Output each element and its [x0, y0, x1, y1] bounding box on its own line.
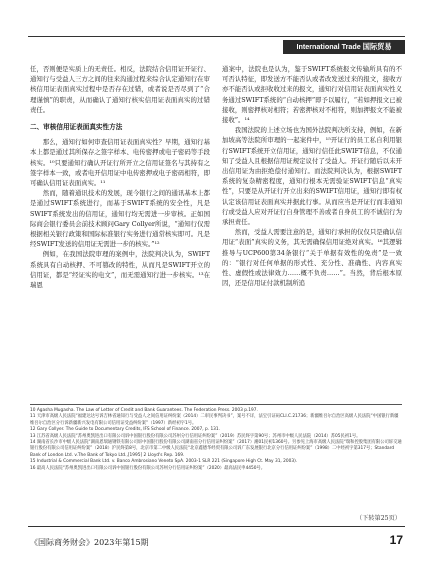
section-heading: 二、审核信用证表面真实性方法: [30, 123, 123, 132]
journal-title: 《国际商务财会》2023年第15期: [30, 538, 149, 547]
paragraph: 例如，在我国法院审理的案例中，法院判决认为，SWIFT系统具有自动核押、不可篡改的特性，从而凡是SWIFT开立的信用证，都是“经证实的电文”，而无需通知行进一步核实。¹³在瑞恩: [30, 250, 210, 290]
page-number: 17: [389, 533, 403, 547]
footnote-rule: [30, 404, 402, 405]
header-rule: [28, 36, 405, 37]
paragraph: 我国法院的上述立场也为国外法院判决所支持，例如，在新加坡高等法院所审理的一起案件中，¹⁵开证行的员工私自利用银行SWIFT系统开立信用证，通知行信任此SWIFT信息，不仅通知了受益人且根据信用证规定议付了受益人。开证行随后以未开出信用证为由拒绝偿付通知行。而法院判决认为，根据SWIFT系统的复杂精密程度，通知行根本无需验证SWIFT信息“真实性”，只要是从开证行开立出来的SWIFT信用证，通知行即有权认定该信用证表面真实并据此行事。从而应当是开证行而非通知行或受益人应对开证行自身管理不善或者自身员工的不诚信行为承担责任。: [222, 126, 402, 227]
footnote: 10 Agasha Mugasha. The Law of Letter of Credit and Bank Guarantees. The Federation Press. 2003 p.197.: [30, 408, 258, 413]
right-column: [222, 64, 402, 288]
paragraph: 然而，受益人需要注意的是，通知行承担的仅仅只是确认信用证“表面”真实的义务，其无需确保信用证绝对真实。¹⁶其逻辑推导与UCP600第34条银行“关于单据有效性的免责”是一致的：“银行对任何单据的形式性、充分性、准确性、内容真实性、虚假性或法律效力……概不负责……”。当然，背后根本原因，还是信用证付款机制所追: [222, 228, 402, 288]
footnote: 11 天津市高级人民法院“福建达达号诉吉林省通知行与受益人之间信用证纠纷案（2014）二审民事判决书”，案号不详，法宝引证码CLI.C.21736；新疆维吾尔自治区高级人民法院“中国银行新疆维吾尔自治区分行诉新疆新兴发电有限公司信用证受益纠纷案”（1997）新经初字1号。: [30, 414, 399, 426]
paragraph: 然而，随着通讯技术的发展，现今银行之间的通讯基本上都是通过SWIFT系统进行，而基于SWIFT系统的安全性，凡是SWIFT系统发出的信用证，通知行均无需进一步审核。正如国际商会银行委员会前技术顾问Gary Collyer所说，“通知行仅需根据相关银行政策和国际标准银行实务进行通常核实即可。凡是经SWIFT发送的信用证无需进一步的核实。”¹²: [30, 189, 210, 249]
footnotes: [30, 408, 402, 472]
continuation-note: （下转第25页）: [356, 515, 401, 522]
paragraph: 那么，通知行如何审查信用证表面真实性？早期，通知行基本上都是通过其所保存之签字样本、电传密押或电子密码等手段核实。¹⁰只要通知行确认开证行所开立之信用证签名与其持有之签字样本一致，或者电开信用证中电传密押或电子密码相符，即可确认信用证表面真实。¹¹: [30, 138, 210, 188]
footnote: 15 Industrial & Commercial Bank Ltd. v. Banco Ambrosiano Veneto SpA. 2003-1 SLR 221 (Singapore High Ct. May 31, 2003).: [30, 459, 298, 465]
paragraph: 任，否则便是实质上的无责任。相反，法院结合信用证开证行、通知行与受益人三方之间的往来沟通过程来综合认定通知行在审核信用证表面真实过程中是否存在过错，或者说是否尽到了“合理谨慎”的职责，从而确认了通知行核实信用证表面真实的过错责任。: [30, 65, 210, 114]
footer-rule: [28, 526, 405, 527]
footnote: 14 湖南省长沙市中级人民法院“湖南恩瑞通钢铁有限公司诉中国银行股份有限公司湖南省分行信用证纠纷案”（2017）湘01民初1360号。另参见上海市高级人民法院“瑞和控股集团有限公司诉交通银行股份有限公司信用证纠纷案”（2018）沪民终第8号，北京市第二中级人民法院“北京鑫德华经贸有限公司诉广东发展银行北京分行信用证纠纷案”（1998）二中经初字第317号；Standard Bank of London Ltd. v.The Bank of Tokyo Ltd.,[1995] 2 Lloyd's Rep. 169.: [30, 440, 402, 458]
footnote: 16 最高人民法院“苏州奥凯进出口有限公司诉中国银行股份有限公司苏州分行信用证纠纷案”（2020）最高法民申4450号。: [30, 465, 266, 471]
section-banner: International Trade 国际贸易: [283, 40, 405, 54]
footnote: 12 Gary Collyer. The Guide to Documentary Credits, IFS School of Finance. 2007, p. 131.: [30, 427, 221, 433]
left-column: [30, 64, 210, 290]
paragraph: 通案中，法院也是认为，鉴于SWIFT系统报文传输所具有的不可否认特征，即发送方不能否认或者改发送过来的报文，接收方亦不能否认或拒收收过来的报文，通知行对信用证表面真实性义务通过SWIFT系统的“自动核押”即予以履行，“若如押报文已被接收，则密押核对相符；若密押核对不相符，则加押报文不能被接收”。¹⁴: [222, 65, 402, 125]
footnote: 13 江苏省高级人民法院“苏州奥凯进出口有限公司诉中国银行股份有限公司苏州分行信用证纠纷案”（2019）苏民终字第90号；苏州市中级人民法院（2014）苏05民初1号。: [30, 433, 361, 439]
